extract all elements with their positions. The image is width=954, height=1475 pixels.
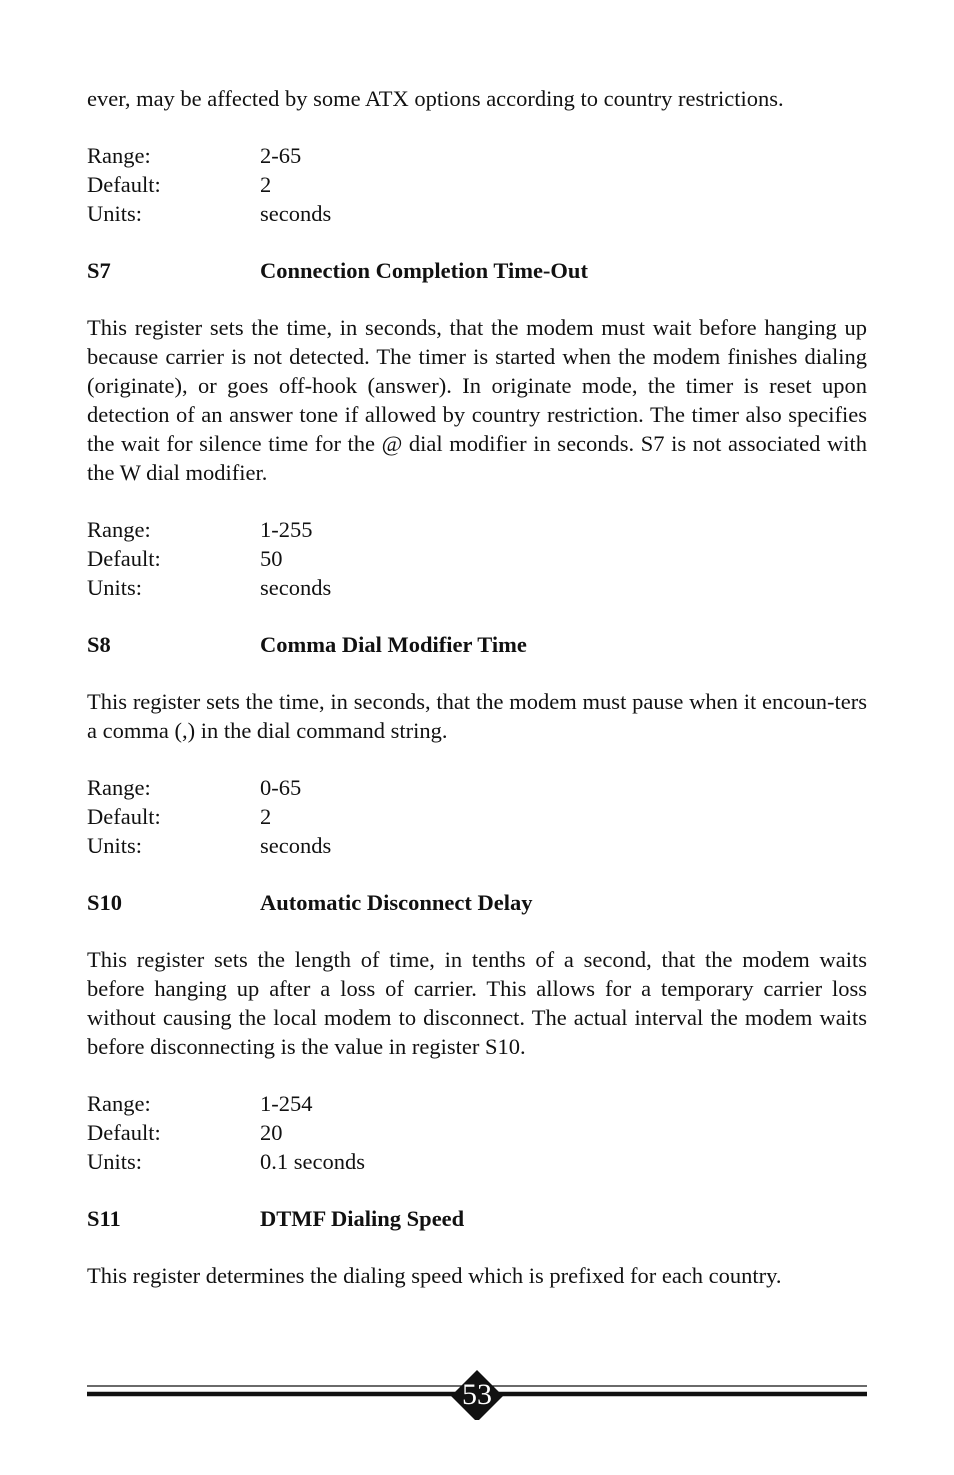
register-name: S10 [87, 890, 123, 915]
range-label: Range: [87, 517, 151, 542]
range-value: 0-65 [260, 775, 302, 800]
units-label: Units: [87, 1149, 143, 1174]
units-value: seconds [260, 575, 332, 600]
default-value: 50 [260, 546, 283, 571]
manual-page-body [87, 84, 867, 1290]
register-title: Connection Completion Time-Out [260, 258, 588, 283]
units-label: Units: [87, 201, 143, 226]
section-heading-s8 [87, 630, 867, 659]
default-value: 20 [260, 1120, 283, 1145]
range-row [87, 141, 867, 170]
s10-values-table [87, 1089, 867, 1176]
register-title: Automatic Disconnect Delay [260, 890, 533, 915]
default-row [87, 170, 867, 199]
section-heading-s10 [87, 888, 867, 917]
range-value: 1-254 [260, 1091, 313, 1116]
register-title: DTMF Dialing Speed [260, 1206, 465, 1231]
default-row [87, 1118, 867, 1147]
units-value: 0.1 seconds [260, 1149, 365, 1174]
default-label: Default: [87, 172, 161, 197]
default-row [87, 802, 867, 831]
units-label: Units: [87, 575, 143, 600]
section-description-s11: This register determines the dialing speed which is prefixed for each country. [87, 1263, 782, 1288]
intro-paragraph: ever, may be affected by some ATX options according to country restrictions. [87, 86, 784, 111]
section-description-s10: This register sets the length of time, in tenths of a second, that the modem waits before hanging up after a loss of carrier. This allows for a temporary carrier loss without causing the local modem to disconnect. The actual interval the modem waits before disconnecting is the value in register S10. [87, 947, 867, 1059]
units-row [87, 831, 867, 860]
default-value: 2 [260, 172, 272, 197]
default-value: 2 [260, 804, 272, 829]
range-value: 1-255 [260, 517, 313, 542]
section-heading-s7 [87, 256, 867, 285]
default-label: Default: [87, 804, 161, 829]
register-name: S11 [87, 1206, 121, 1231]
register-name: S8 [87, 632, 111, 657]
range-row [87, 1089, 867, 1118]
units-value: seconds [260, 833, 332, 858]
section-description-s8: This register sets the time, in seconds, that the modem must pause when it encoun-ters a comma (,) in the dial command string. [87, 689, 867, 743]
default-row [87, 544, 867, 573]
range-value: 2-65 [260, 143, 302, 168]
range-row [87, 773, 867, 802]
default-label: Default: [87, 546, 161, 571]
range-label: Range: [87, 1091, 151, 1116]
s6-values-table [87, 141, 867, 228]
range-label: Range: [87, 775, 151, 800]
default-label: Default: [87, 1120, 161, 1145]
page-number: 53 [462, 1378, 492, 1411]
s7-values-table [87, 515, 867, 602]
units-row [87, 199, 867, 228]
page-footer [87, 1370, 867, 1420]
units-label: Units: [87, 833, 143, 858]
register-name: S7 [87, 258, 111, 283]
range-label: Range: [87, 143, 151, 168]
s8-values-table [87, 773, 867, 860]
section-heading-s11 [87, 1204, 867, 1233]
units-value: seconds [260, 201, 332, 226]
section-description-s7: This register sets the time, in seconds, that the modem must wait before hanging up because carrier is not detected. The timer is started when the modem finishes dialing (originate), or goes off-hook (answer). In originate mode, the timer is reset upon detection of an answer tone if allowed by country restriction. The timer also specifies the wait for silence time for the @ dial modifier in seconds. S7 is not associated with the W dial modifier. [87, 315, 867, 485]
range-row [87, 515, 867, 544]
units-row [87, 1147, 867, 1176]
units-row [87, 573, 867, 602]
register-title: Comma Dial Modifier Time [260, 632, 527, 657]
